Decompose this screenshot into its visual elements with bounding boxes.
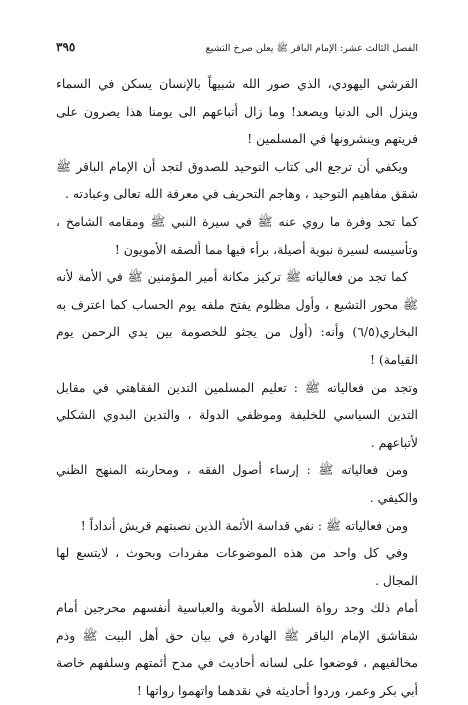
paragraph: كما تجد من فعالياته ﷺ تركيز مكانة أمير المؤمنين ﷺ في الأمة لأنه ﷺ محور التشيع ، وأول مظلوم يفتح ملفه يوم الحساب كما اعترف به البخاري(٦/٥) وأنه: (أول من يجثو للخصومة بين يدي الرحمن يوم القيامة) !	[56, 269, 418, 367]
book-page	[56, 40, 418, 705]
page-number: ٣٩٥	[56, 40, 76, 54]
paragraph: أمام ذلك وجد رواة السلطة الأموية والعباسية أنفسهم محرجين أمام شقاشق الإمام الباقر ﷺ الهادرة في بيان حق أهل البيت ﷺ وذم مخالفيهم ، فوضعوا على لسانه أحاديث في مدح أئمتهم وسلفهم خاصة أبي بكر وعمر، وردوا أحاديثه في نقدهما واتهموا رواتها !	[56, 600, 418, 699]
chapter-title: الفصل الثالث عشر: الإمام الباقر ﷺ يعلن صرخ التشيع	[205, 43, 418, 54]
body-text	[56, 70, 418, 705]
paragraph: وتجد من فعالياته ﷺ : تعليم المسلمين التدين الفقاهتي في مقابل التدين السياسي للخليفة وموظفي الدولة ، والتدين البدوي الشكلي لأتباعهم .	[56, 379, 418, 450]
paragraph: ويكفي أن ترجع الى كتاب التوحيد للصدوق لتجد أن الإمام الباقر ﷺ شقق مفاهيم التوحيد ، وهاجم التحريف في معرفة الله تعالى وعبادته .	[56, 158, 418, 202]
paragraph: وفي كل واحد من هذه الموضوعات مفردات وبحوث ، لايتسع لها المجال .	[56, 545, 418, 588]
paragraph: القرشي اليهودي، الذي صور الله شبيهاً بالإنسان يسكن في السماء وينزل الى الدنيا ويصعد! وما زال أتباعهم الى يومنا هذا يصرون على فريتهم وينشرونها في المسلمين !	[56, 76, 418, 147]
paragraph: ومن فعالياته ﷺ : نفي قداسة الأئمة الذين نصبتهم قريش أنداداً !	[80, 517, 408, 533]
paragraph: كما تجد وفرة ما روي عنه ﷺ في سيرة النبي ﷺ ومقامه الشامخ ، وتأسيسه لسيرة نبوية أصيلة، برأء فيها مما ألصقه الأمويون !	[56, 213, 418, 257]
running-header	[56, 40, 418, 56]
paragraph: ومن فعالياته ﷺ : إرساء أصول الفقه ، ومحاربته المنهج الظني والكيفي .	[56, 462, 418, 505]
